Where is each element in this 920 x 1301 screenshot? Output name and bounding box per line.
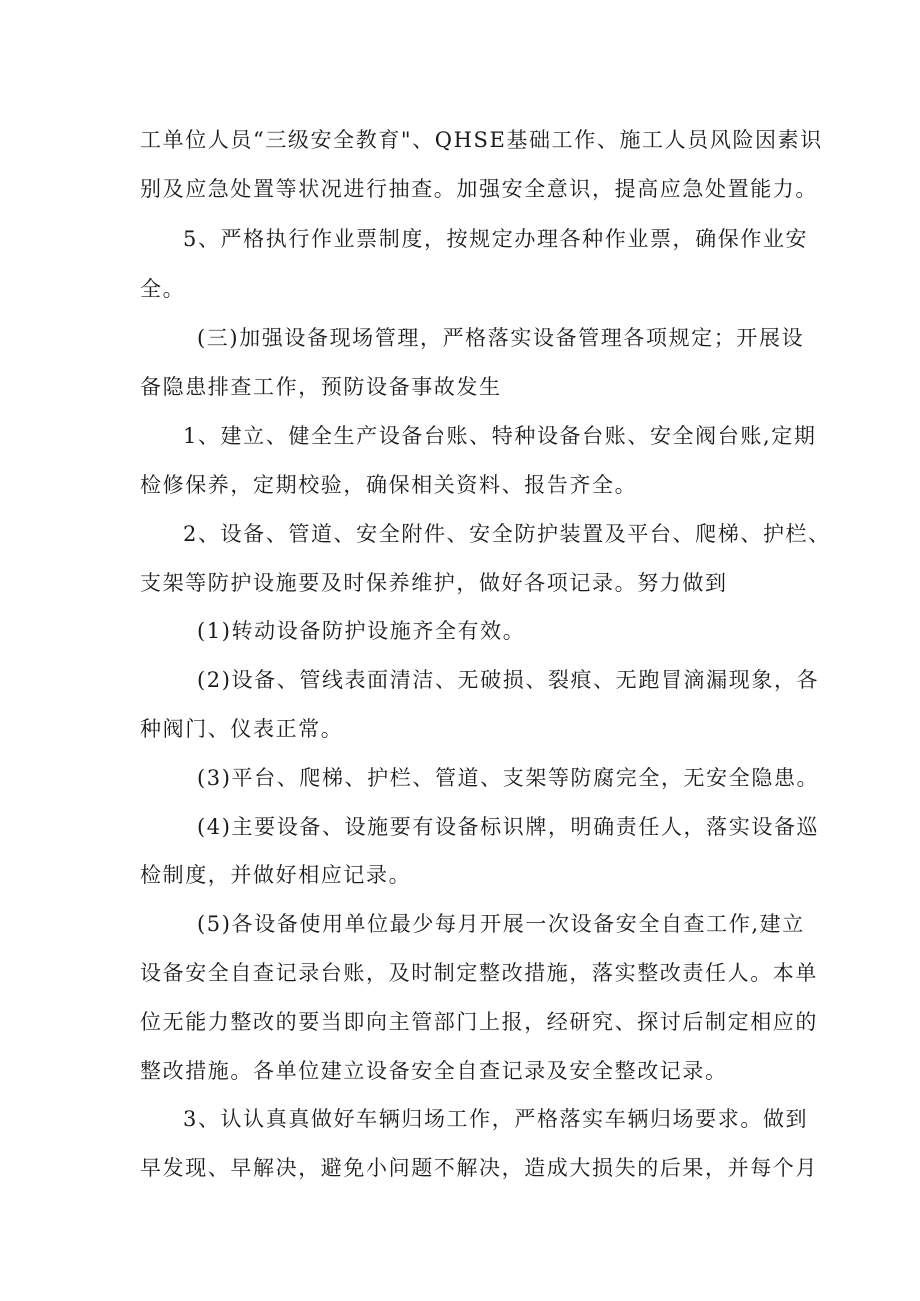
- text-line: 全。: [140, 277, 186, 301]
- text-line: 支架等防护设施要及时保养维护，做好各项记录。努力做到: [140, 571, 728, 595]
- text-line: 检制度，并做好相应记录。: [140, 863, 412, 887]
- text-line: 种阀门、仪表正常。: [140, 717, 344, 741]
- list-item: (4)主要设备、设施要有设备标识牌，明确责任人，落实设备巡: [197, 815, 820, 839]
- text-line: 早发现、早解决，避免小问题不解决，造成大损失的后果，并每个月: [140, 1156, 818, 1180]
- text-line: 3、认认真真做好车辆归场工作，严格落实车辆归场要求。做到: [183, 1107, 809, 1131]
- text-line: 工单位人员“三级安全教育"、QHSE基础工作、施工人员风险因素识: [140, 128, 823, 152]
- list-item: (5)各设备使用单位最少每月开展一次设备安全自查工作,建立: [197, 912, 805, 936]
- section-heading-cont: 备隐患排查工作，预防设备事故发生: [140, 375, 502, 399]
- text-line: 2、设备、管道、安全附件、安全防护装置及平台、爬梯、护栏、: [183, 522, 831, 546]
- text-line: 1、建立、健全生产设备台账、特种设备台账、安全阀台账,定期: [183, 424, 817, 448]
- text-line: 位无能力整改的要当即向主管部门上报，经研究、探讨后制定相应的: [140, 1010, 818, 1034]
- text-line: 检修保养，定期校验，确保相关资料、报告齐全。: [140, 473, 638, 497]
- text-line: 别及应急处置等状况进行抽查。加强安全意识，提高应急处置能力。: [140, 177, 818, 201]
- list-item: (3)平台、爬梯、护栏、管道、支架等防腐完全，无安全隐患。: [197, 766, 820, 790]
- list-item: (1)转动设备防护设施齐全有效。: [197, 619, 526, 643]
- text-line: 5、严格执行作业票制度，按规定办理各种作业票，确保作业安: [183, 227, 809, 251]
- section-heading: (三)加强设备现场管理，严格落实设备管理各项规定；开展设: [197, 326, 805, 350]
- text-line: 整改措施。各单位建立设备安全自查记录及安全整改记录。: [140, 1059, 728, 1083]
- text-line: 设备安全自查记录台账，及时制定整改措施，落实整改责任人。本单: [140, 961, 818, 985]
- list-item: (2)设备、管线表面清洁、无破损、裂痕、无跑冒滴漏现象，各: [197, 668, 820, 692]
